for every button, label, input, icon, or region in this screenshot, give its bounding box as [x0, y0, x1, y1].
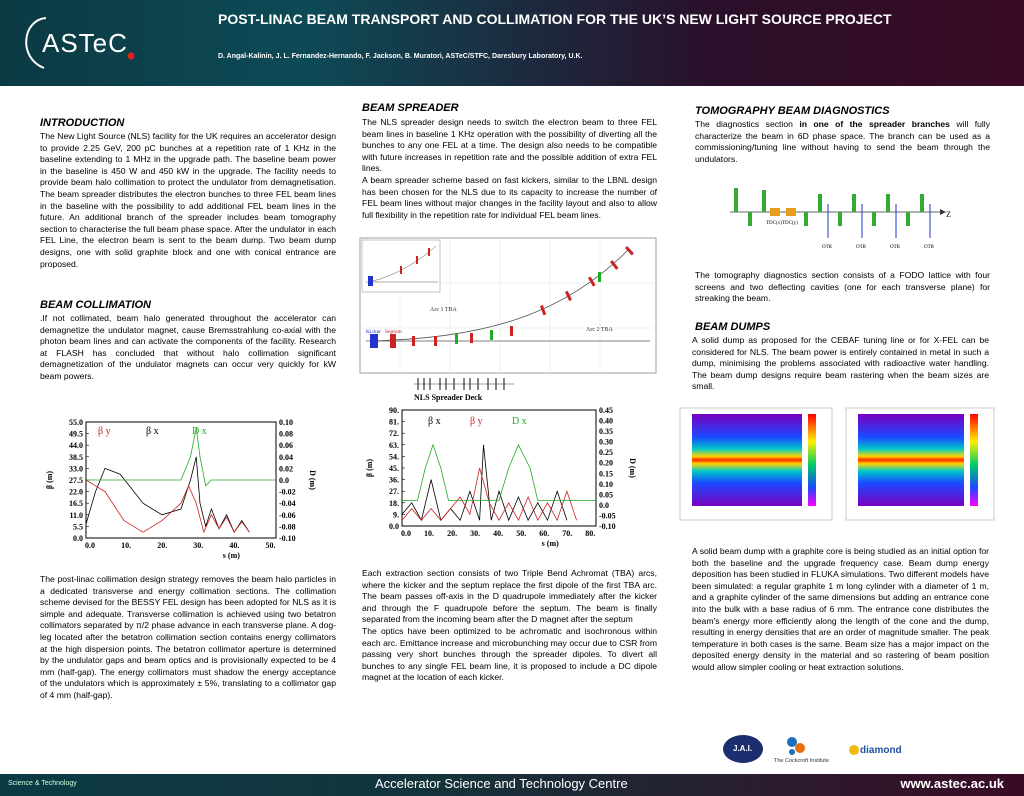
tdc-x-label: TDC(x): [766, 221, 782, 226]
arc1-label: Arc 1 TBA: [430, 307, 457, 313]
spreader-layout-diagram: [360, 238, 656, 373]
intro-heading: INTRODUCTION: [40, 117, 125, 129]
y-right-tick-label: 0.30: [599, 437, 613, 447]
footer-url-link[interactable]: www.astec.ac.uk: [900, 776, 1004, 791]
y-right-tick-label: -0.06: [279, 510, 296, 520]
spreader-text-2: [362, 568, 657, 684]
spreader-text-a: The NLS spreader design needs to switch the electron beam to three FEL beam lines in baseline 1 KHz operation with the possibility of diverting all the bunches to any one FEL at a time. The design also needs to be compatible with future increases in repetition rate and the possible addition of extra FEL lines.: [362, 117, 657, 174]
x-tick-label: 60.: [539, 529, 550, 538]
collimation-text-2: The post-linac collimation design strategy removes the beam halo particles in a dedicated transverse and energy collimation sections. The collimation scheme devised for the BESSY FEL design has been adopted for NLS as it is simple and adequate. Transverse collimation is achieved using two betatron collimators separated by π/2 phase advance in each transverse plane. A dog-leg located after the betatron collimation section contains energy collimators at the high dispersion points. The betatron collimator aperture is determined by the undulator gaps and beam optics and is provisionally expected to be 4 mm (half-gap). The energy collimators must shadow the energy acceptance of the undulators which is approximately ± 5%, translating to a collimator gap of 4 mm (half-gap).: [40, 574, 336, 700]
y-right-tick-label: -0.02: [279, 487, 296, 497]
spreader-text-2b: The optics have been optimized to be achromatic and isochronous within each arc. Emittance increase and microbunching may occur due to CSR from passing very short bunches through the spreader dipoles. To divert all bunches to any single FEL beam line, it is proposed to include a DC dipole magnet at the location of each kicker.: [362, 625, 657, 683]
diamond-logo-icon: [848, 744, 860, 756]
optics-plot-collimation-svg: [46, 396, 342, 558]
tomo-text: [695, 119, 990, 165]
x-axis-label: s (m): [541, 539, 559, 548]
spreader-text-2a: Each extraction section consists of two Triple Bend Achromat (TBA) arcs, where the kicker and the septum replace the first dipole of the first TBA arc. The beam passes off-axis in the D quadrupole immediately after the kicker and through the F quadrupole before the septum. The beam is finally separated from the incoming beam after the D magnet after the septum: [362, 568, 657, 625]
y-right-tick-label: -0.10: [279, 534, 296, 543]
legend-label: β x: [428, 416, 441, 427]
logo-text: ASTeC: [42, 28, 128, 58]
authors-line: D. Angal-Kalinin, J. L. Fernandez-Hernando, F. Jackson, B. Muratori, ASTeC/STFC, Daresbury Laboratory, U.K.: [218, 53, 583, 60]
y-left-tick-label: 72.: [389, 429, 399, 439]
legend-label: β y: [98, 426, 111, 437]
y-left-tick-label: 0.0: [73, 534, 83, 543]
x-tick-label: 80.: [585, 529, 596, 538]
y-left-tick-label: 27.: [389, 487, 399, 497]
z-axis-label: Z: [946, 210, 951, 219]
x-tick-label: 10.: [424, 529, 435, 538]
y-right-tick-label: 0.04: [279, 452, 293, 462]
y-right-tick-label: 0.40: [599, 416, 613, 426]
spreader-text: [362, 117, 657, 221]
tomo-text-bold: in one of the spreader branches: [799, 119, 950, 129]
y-right-tick-label: 0.35: [599, 427, 613, 437]
y-left-axis-label: β (m): [45, 470, 54, 490]
y-left-tick-label: 44.0: [69, 441, 83, 451]
x-tick-label: 50.: [516, 529, 527, 538]
y-right-tick-label: 0.06: [279, 441, 293, 451]
y-left-tick-label: 27.5: [69, 476, 83, 485]
otr-label-4: OTR: [924, 245, 934, 250]
page-title: POST-LINAC BEAM TRANSPORT AND COLLIMATION FOR THE UK’S NEW LIGHT SOURCE PROJECT: [218, 11, 892, 27]
footer-stfc-text: Science & Technology: [8, 780, 77, 787]
tomo-heading: TOMOGRAPHY BEAM DIAGNOSTICS: [695, 105, 890, 117]
x-tick-label: 70.: [562, 529, 573, 538]
y-right-tick-label: -0.04: [279, 499, 296, 509]
y-left-tick-label: 9.: [393, 510, 399, 520]
y-right-tick-label: 0.0: [599, 500, 609, 510]
y-left-tick-label: 33.0: [69, 464, 83, 474]
y-left-tick-label: 11.0: [69, 510, 83, 520]
dumps-heading: BEAM DUMPS: [695, 321, 771, 333]
legend-label: D x: [512, 416, 527, 427]
y-left-tick-label: 36.: [389, 475, 399, 485]
tomo-text-a: The diagnostics section: [695, 119, 800, 129]
cockcroft-logo-text: The Cockcroft Institute: [774, 758, 830, 764]
astec-logo: [16, 14, 136, 72]
collimation-heading: BEAM COLLIMATION: [40, 299, 152, 311]
footer-center-text: Accelerator Science and Technology Centre: [375, 776, 628, 791]
tomo-text-b: will fully characterize the beam in 6D phase space. The branch can be used as a commissioning/tuning line without having to send the beam through the undulators.: [695, 119, 990, 164]
y-right-tick-label: 0.25: [599, 448, 613, 458]
y-left-tick-label: 16.5: [69, 499, 83, 509]
diamond-logo-text: diamond: [860, 745, 902, 756]
legend-label: β x: [146, 426, 159, 437]
y-right-tick-label: -0.08: [279, 522, 296, 532]
kicker-label: Kicker: [366, 329, 381, 335]
y-right-tick-label: 0.08: [279, 429, 293, 439]
x-axis-label: s (m): [222, 551, 240, 560]
y-right-tick-label: 0.10: [279, 418, 293, 427]
x-tick-label: 40.: [493, 529, 504, 538]
tomography-lattice-diagram: [728, 174, 954, 258]
y-left-tick-label: 18.: [389, 498, 399, 508]
y-right-tick-label: 0.20: [599, 458, 613, 468]
x-tick-label: 50.: [265, 541, 276, 550]
dumps-text: A solid dump as proposed for the CEBAF tuning line or for X-FEL can be considered for NLS. The beam power is entirely contained in metal in such a dump, minimising the problems associated with radioactive water handling. The beam dump designs require beam rastering when the beam sizes are small.: [692, 335, 989, 392]
spreader-deck: [414, 376, 514, 406]
y-right-tick-label: -0.10: [599, 522, 616, 531]
cockcroft-logo-icon: [784, 734, 814, 758]
y-left-tick-label: 45.: [389, 464, 399, 473]
spreader-heading: BEAM SPREADER: [362, 102, 459, 114]
y-right-tick-label: -0.05: [599, 511, 616, 521]
legend-label: β y: [470, 416, 483, 427]
optics-plot-spreader: [366, 404, 656, 552]
jai-logo-text: J.A.I.: [733, 744, 753, 753]
x-tick-label: 40.: [229, 541, 240, 550]
collimation-text: .If not collimated, beam halo generated throughout the accelerator can demagnetize the undulator magnet, cause Bremsstrahlung co-axial with the photon beam lines and can activate the components of the facility. Research at FLASH has concluded that without halo collimation significant demagnetization of the undulator magnets can occur very quickly for kW beam powers.: [40, 313, 336, 381]
arc2-label: Arc 2 TBA: [586, 327, 613, 333]
legend-label: D x: [192, 426, 207, 437]
y-left-tick-label: 49.5: [69, 429, 83, 439]
header-banner: [0, 0, 1024, 86]
x-tick-label: 0.0: [401, 529, 411, 538]
y-left-tick-label: 22.0: [69, 487, 83, 497]
partner-logos: [722, 734, 902, 768]
y-right-tick-label: 0.15: [599, 469, 613, 479]
dump-heatmap-1: [680, 408, 832, 520]
otr-label-1: OTR: [822, 245, 832, 250]
y-left-tick-label: 90.: [389, 406, 399, 415]
deck-label: NLS Spreader Deck: [414, 393, 483, 402]
y-right-tick-label: 0.05: [599, 490, 613, 500]
y-left-tick-label: 55.0: [69, 418, 83, 427]
y-left-tick-label: 63.: [389, 440, 399, 450]
optics-curve: [86, 480, 249, 532]
optics-plot-spreader-svg: [366, 404, 656, 552]
dump-heatmap-2: [846, 408, 994, 520]
dumps-text-2: A solid beam dump with a graphite core is being studied as an initial option for both the baseline and the upgrade frequency case. Beam dump energy deposition has been studied in FLUKA simulations. Two different models have been simulated: a regular graphite 1 m long cylinder with a diameter of 1 m, and a graphite cylinder of the same dimensions but adding an entrance cone into the bulk with a base radius of 6 mm. The entrance cone distributes the beam’s energy more efficiently along the length of the cone and the dump, resulting in energy densities that are an order of magnitude smaller. The peak temperature in both cases is the same. Beam size has a major impact on the deposited energy density in the material and so rastering of beam position would allow simpler cooling or heat extraction solutions.: [692, 546, 989, 672]
footer-banner: [0, 774, 1024, 796]
otr-label-2: OTR: [856, 245, 866, 250]
y-left-tick-label: 81.: [389, 417, 399, 427]
optics-curve: [86, 428, 276, 486]
y-left-tick-label: 54.: [389, 452, 399, 462]
tdc-y-label: TDC(y): [782, 221, 798, 226]
intro-text: The New Light Source (NLS) facility for the UK requires an accelerator design to provide 2.25 GeV, 200 pC bunches at a repetition rate of 1 KHz in the baseline extending to 1 MHz in the upgrade path. The baseline beam power in the baseline is 450 W and 450 kW in the upgrade. The facility needs to provide beam halo collimation to protect the undulator from demagnetisation. The beam spreader distributes the electron bunches to three FEL beam lines in the baseline with the possibility to add additional FEL beam lines in the future. An additional branch of the spreader includes beam tomography section to characterise the full beam phase space. After the undulator in each FEL Line, the electron beam is sent to the beam dump. Two beam dump designs, one with solid graphite block and one with conical entrance are proposed.: [40, 131, 336, 269]
x-tick-label: 0.0: [85, 541, 95, 550]
septum-label: Septum: [385, 329, 402, 335]
optics-curve: [86, 457, 249, 532]
y-right-tick-label: 0.0: [279, 476, 289, 485]
y-right-axis-label: D (m): [308, 470, 317, 490]
spreader-text-b: A beam spreader scheme based on fast kickers, similar to the LBNL design has been chosen for the NLS due to its capacity to increase the number of FEL beam lines without major changes in the facility layout and also to allow full flexibility in the repetition rate for individual FEL beam lines.: [362, 174, 657, 220]
x-tick-label: 20.: [447, 529, 458, 538]
y-right-tick-label: 0.02: [279, 464, 293, 474]
x-tick-label: 30.: [470, 529, 481, 538]
tomo-text-2: The tomography diagnostics section consists of a FODO lattice with four screens and two deflecting cavities (one for each transverse plane) for streaking the beam.: [695, 270, 990, 304]
x-tick-label: 30.: [193, 541, 204, 550]
y-left-tick-label: 5.5: [73, 522, 83, 532]
y-right-tick-label: 0.45: [599, 406, 613, 415]
otr-label-3: OTR: [890, 245, 900, 250]
y-right-tick-label: 0.10: [599, 479, 613, 489]
y-left-tick-label: 38.5: [69, 452, 83, 462]
y-left-axis-label: β (m): [365, 458, 374, 478]
x-tick-label: 10.: [121, 541, 132, 550]
y-left-tick-label: 0.0: [389, 522, 399, 531]
x-tick-label: 20.: [157, 541, 168, 550]
optics-curve: [402, 445, 567, 520]
y-right-axis-label: D (m): [628, 458, 637, 478]
optics-plot-collimation: [46, 396, 342, 558]
